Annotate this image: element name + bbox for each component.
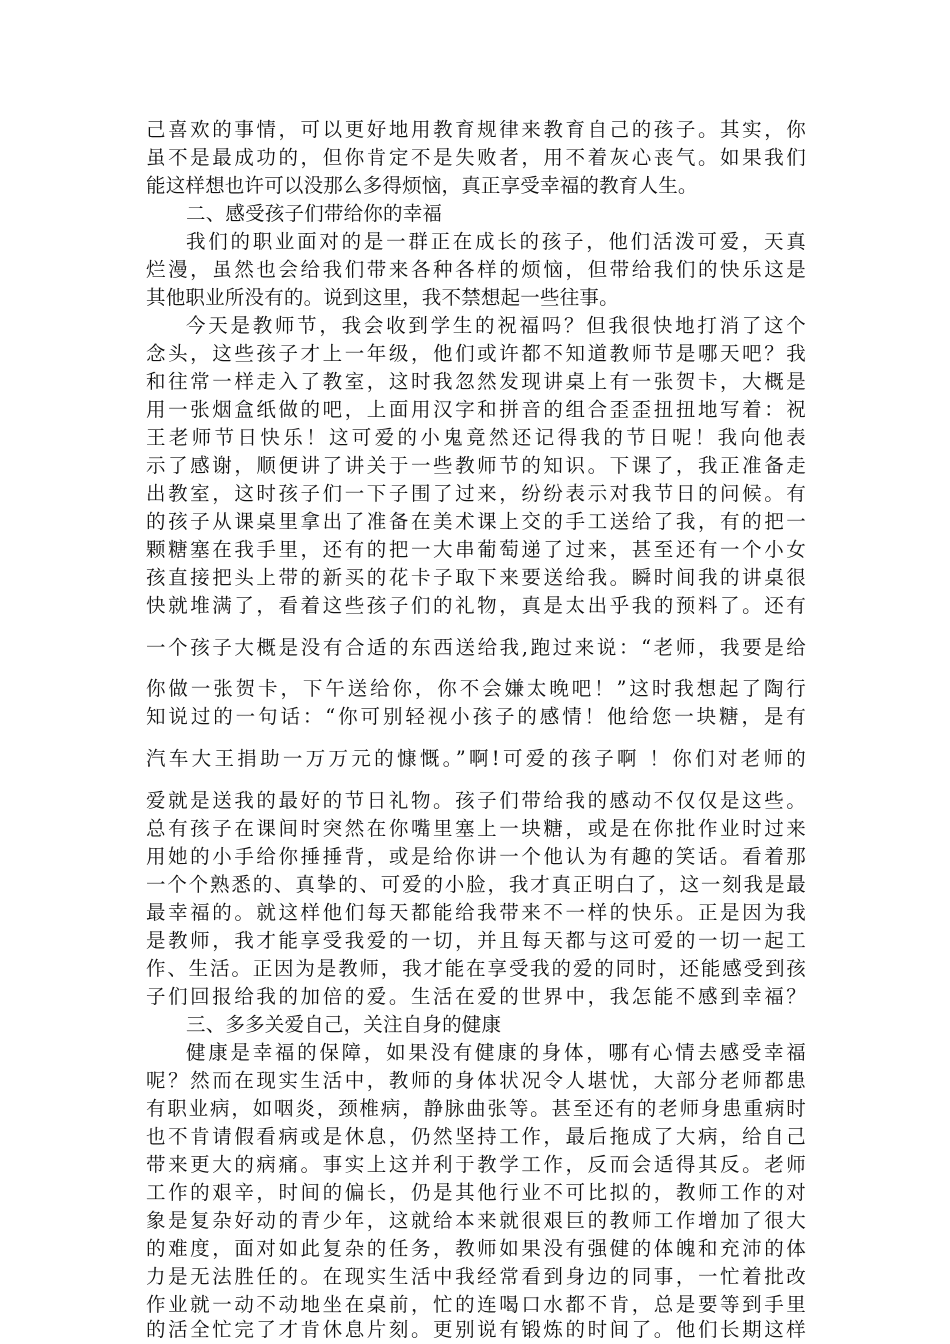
text-line: 能这样想也许可以没那么多得烦恼，真正享受幸福的教育人生。	[146, 174, 698, 197]
text-line: 的活全忙完了才肯休息片刻。更别说有锻炼的时间了。他们长期这样	[146, 1318, 806, 1341]
text-line: 一个个熟悉的、真挚的、可爱的小脸，我才真正明白了，这一刻我是最	[146, 873, 806, 896]
text-line: 一个孩子大概是没有合适的东西送给我,跑过来说：“老师，我要是给	[146, 636, 806, 659]
text-line: 是教师，我才能享受我爱的一切，并且每天都与这可爱的一切一起工	[146, 929, 806, 952]
text-line: 力是无法胜任的。在现实生活中我经常看到身边的同事，一忙着批改	[146, 1265, 806, 1288]
text-line: 有职业病，如咽炎，颈椎病，静脉曲张等。甚至还有的老师身患重病时	[146, 1097, 806, 1120]
text-line: 呢？然而在现实生活中，教师的身体状况令人堪忧，大部分老师都患	[146, 1069, 806, 1092]
text-line: 己喜欢的事情，可以更好地用教育规律来教育自己的孩子。其实，你	[146, 118, 806, 141]
text-line: 的孩子从课桌里拿出了准备在美术课上交的手工送给了我，有的把一	[146, 510, 806, 533]
text-line: 颗糖塞在我手里，还有的把一大串葡萄递了过来，甚至还有一个小女	[146, 538, 806, 561]
text-line: 你做一张贺卡，下午送给你，你不会嫌太晚吧！”这时我想起了陶行	[146, 677, 806, 700]
text-line: 知说过的一句话：“你可别轻视小孩子的感情！他给您一块糖，是有	[146, 705, 806, 728]
text-line: 出教室，这时孩子们一下子围了过来，纷纷表示对我节日的问候。有	[146, 482, 806, 505]
text-line: 今天是教师节，我会收到学生的祝福吗？但我很快地打消了这个	[186, 314, 806, 337]
text-line: 子们回报给我的加倍的爱。生活在爱的世界中，我怎能不感到幸福？	[146, 985, 806, 1008]
text-line: 也不肯请假看病或是休息，仍然坚持工作，最后拖成了大病，给自己	[146, 1125, 806, 1148]
text-line: 最幸福的。就这样他们每天都能给我带来不一样的快乐。正是因为我	[146, 901, 806, 924]
text-line: 念头，这些孩子才上一年级，他们或许都不知道教师节是哪天吧？我	[146, 342, 806, 365]
text-line: 用她的小手给你捶捶背，或是给你讲一个他认为有趣的笑话。看着那	[146, 845, 806, 868]
text-line: 作、生活。正因为是教师，我才能在享受我的爱的同时，还能感受到孩	[146, 957, 806, 980]
text-line: 孩直接把头上带的新买的花卡子取下来要送给我。瞬时间我的讲桌很	[146, 566, 806, 589]
text-line: 总有孩子在课间时突然在你嘴里塞上一块糖，或是在你批作业时过来	[146, 817, 806, 840]
text-line: 作业就一动不动地坐在桌前，忙的连喝口水都不肯，总是要等到手里	[146, 1293, 806, 1316]
text-line: 王老师节日快乐！这可爱的小鬼竟然还记得我的节日呢！我向他表	[146, 426, 806, 449]
text-line: 带来更大的病痛。事实上这并利于教学工作，反而会适得其反。老师	[146, 1153, 806, 1176]
text-line: 象是复杂好动的青少年，这就给本来就很艰巨的教师工作增加了很大	[146, 1209, 806, 1232]
section-heading: 三、多多关爱自己，关注自身的健康	[186, 1013, 502, 1036]
text-line: 工作的艰辛，时间的偏长，仍是其他行业不可比拟的，教师工作的对	[146, 1181, 806, 1204]
text-line: 快就堆满了，看着这些孩子们的礼物，真是太出乎我的预料了。还有	[146, 594, 806, 617]
text-line: 其他职业所没有的。说到这里，我不禁想起一些往事。	[146, 286, 619, 309]
text-line: 健康是幸福的保障，如果没有健康的身体，哪有心情去感受幸福	[186, 1041, 806, 1064]
text-line: 示了感谢，顺便讲了讲关于一些教师节的知识。下课了，我正准备走	[146, 454, 806, 477]
text-line: 烂漫，虽然也会给我们带来各种各样的烦恼，但带给我们的快乐这是	[146, 258, 806, 281]
text-line: 汽车大王捐助一万万元的慷慨。”啊!可爱的孩子啊 ！你们对老师的	[146, 747, 806, 770]
text-line: 爱就是送我的最好的节日礼物。孩子们带给我的感动不仅仅是这些。	[146, 789, 806, 812]
text-line: 虽不是最成功的，但你肯定不是失败者，用不着灰心丧气。如果我们	[146, 146, 806, 169]
text-line: 的难度，面对如此复杂的任务，教师如果没有强健的体魄和充沛的体	[146, 1237, 806, 1260]
section-heading: 二、感受孩子们带给你的幸福	[186, 202, 443, 225]
text-line: 和往常一样走入了教室，这时我忽然发现讲桌上有一张贺卡，大概是	[146, 370, 806, 393]
text-line: 用一张烟盒纸做的吧，上面用汉字和拼音的组合歪歪扭扭地写着：祝	[146, 398, 806, 421]
text-line: 我们的职业面对的是一群正在成长的孩子，他们活泼可爱，天真	[186, 230, 806, 253]
